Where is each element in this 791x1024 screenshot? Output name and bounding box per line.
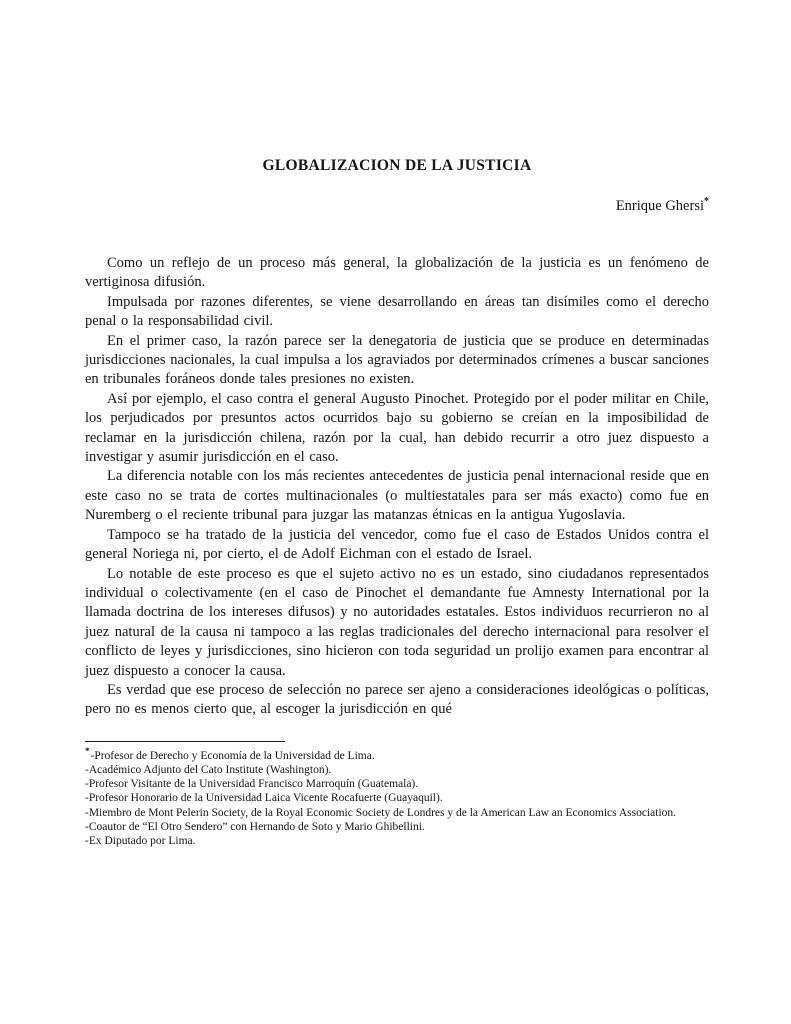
footnote-mark: * bbox=[85, 745, 90, 756]
paragraph: Lo notable de este proceso es que el sujeto activo no es un estado, sino ciudadanos representados individual o colectivamente (en el caso de Pinochet el demandante fue Amnesty International por la llamada doctrina de los intereses difusos) y no autoridades estatales. Estos individuos recurrieron no al juez natural de la causa ni tampoco a las reglas tradicionales del derecho internacional para resolver el conflicto de leyes y jurisdicciones, sino hicieron con toda seguridad un prolijo examen para encontrar al juez dispuesto a conocer la causa. bbox=[85, 565, 709, 679]
paragraph: Impulsada por razones diferentes, se viene desarrollando en áreas tan disímiles como el derecho penal o la responsabilidad civil. bbox=[85, 293, 709, 330]
author-footnote-mark: * bbox=[704, 196, 709, 208]
paragraph: Así por ejemplo, el caso contra el general Augusto Pinochet. Protegido por el poder militar en Chile, los perjudicados por presuntos actos ocurridos bajo su gobierno se creían en la imposibilidad de reclamar en la jurisdicción chilena, razón por la cual, han debido recurrir a otro juez dispuesto a investigar y asumir jurisdicción en el caso. bbox=[85, 390, 709, 466]
footnote-item: -Ex Diputado por Lima. bbox=[85, 834, 196, 847]
footnote-separator bbox=[85, 741, 285, 742]
footnote-item: -Profesor Honorario de la Universidad Laica Vicente Rocafuerte (Guayaquil). bbox=[85, 792, 443, 805]
document-content bbox=[85, 156, 709, 848]
body-text bbox=[85, 254, 709, 720]
footnote-item: *-Profesor de Derecho y Economía de la Universidad de Lima. bbox=[85, 745, 375, 762]
paragraph: En el primer caso, la razón parece ser la denegatoria de justicia que se produce en determinadas jurisdicciones nacionales, la cual impulsa a los agraviados por determinados crímenes a buscar sanciones en tribunales foráneos donde tales presiones no existen. bbox=[85, 332, 709, 388]
author-name: Enrique Ghersi bbox=[615, 198, 704, 214]
paragraph: Como un reflejo de un proceso más general, la globalización de la justicia es un fenómeno de vertiginosa difusión. bbox=[85, 255, 709, 291]
footnote-item: -Académico Adjunto del Cato Institute (Washington). bbox=[85, 763, 332, 776]
footnote-item: -Coautor de “El Otro Sendero” con Hernando de Soto y Mario Ghibellini. bbox=[85, 820, 425, 833]
paragraph: Tampoco se ha tratado de la justicia del vencedor, como fue el caso de Estados Unidos contra el general Noriega ni, por cierto, el de Adolf Eichman con el estado de Israel. bbox=[85, 526, 709, 563]
paragraph: Es verdad que ese proceso de selección no parece ser ajeno a consideraciones ideológicas o políticas, pero no es menos cierto que, al escoger la jurisdicción en qué bbox=[85, 681, 709, 718]
footnote-item: -Profesor Visitante de la Universidad Francisco Marroquín (Guatemala). bbox=[85, 778, 419, 791]
document-title: GLOBALIZACION DE LA JUSTICIA bbox=[262, 157, 532, 174]
author-line bbox=[85, 197, 709, 216]
footnotes bbox=[85, 745, 709, 848]
footnote-item: -Miembro de Mont Pelerin Society, de la Royal Economic Society de Londres y de la American Law an Economics Association. bbox=[85, 806, 677, 819]
paragraph: La diferencia notable con los más recientes antecedentes de justicia penal internacional reside que en este caso no se trata de cortes multinacionales (o multiestatales para ser más exacto) como fue en Nuremberg o el reciente tribunal para juzgar las matanzas étnicas en la antigua Yugoslavia. bbox=[85, 468, 709, 524]
